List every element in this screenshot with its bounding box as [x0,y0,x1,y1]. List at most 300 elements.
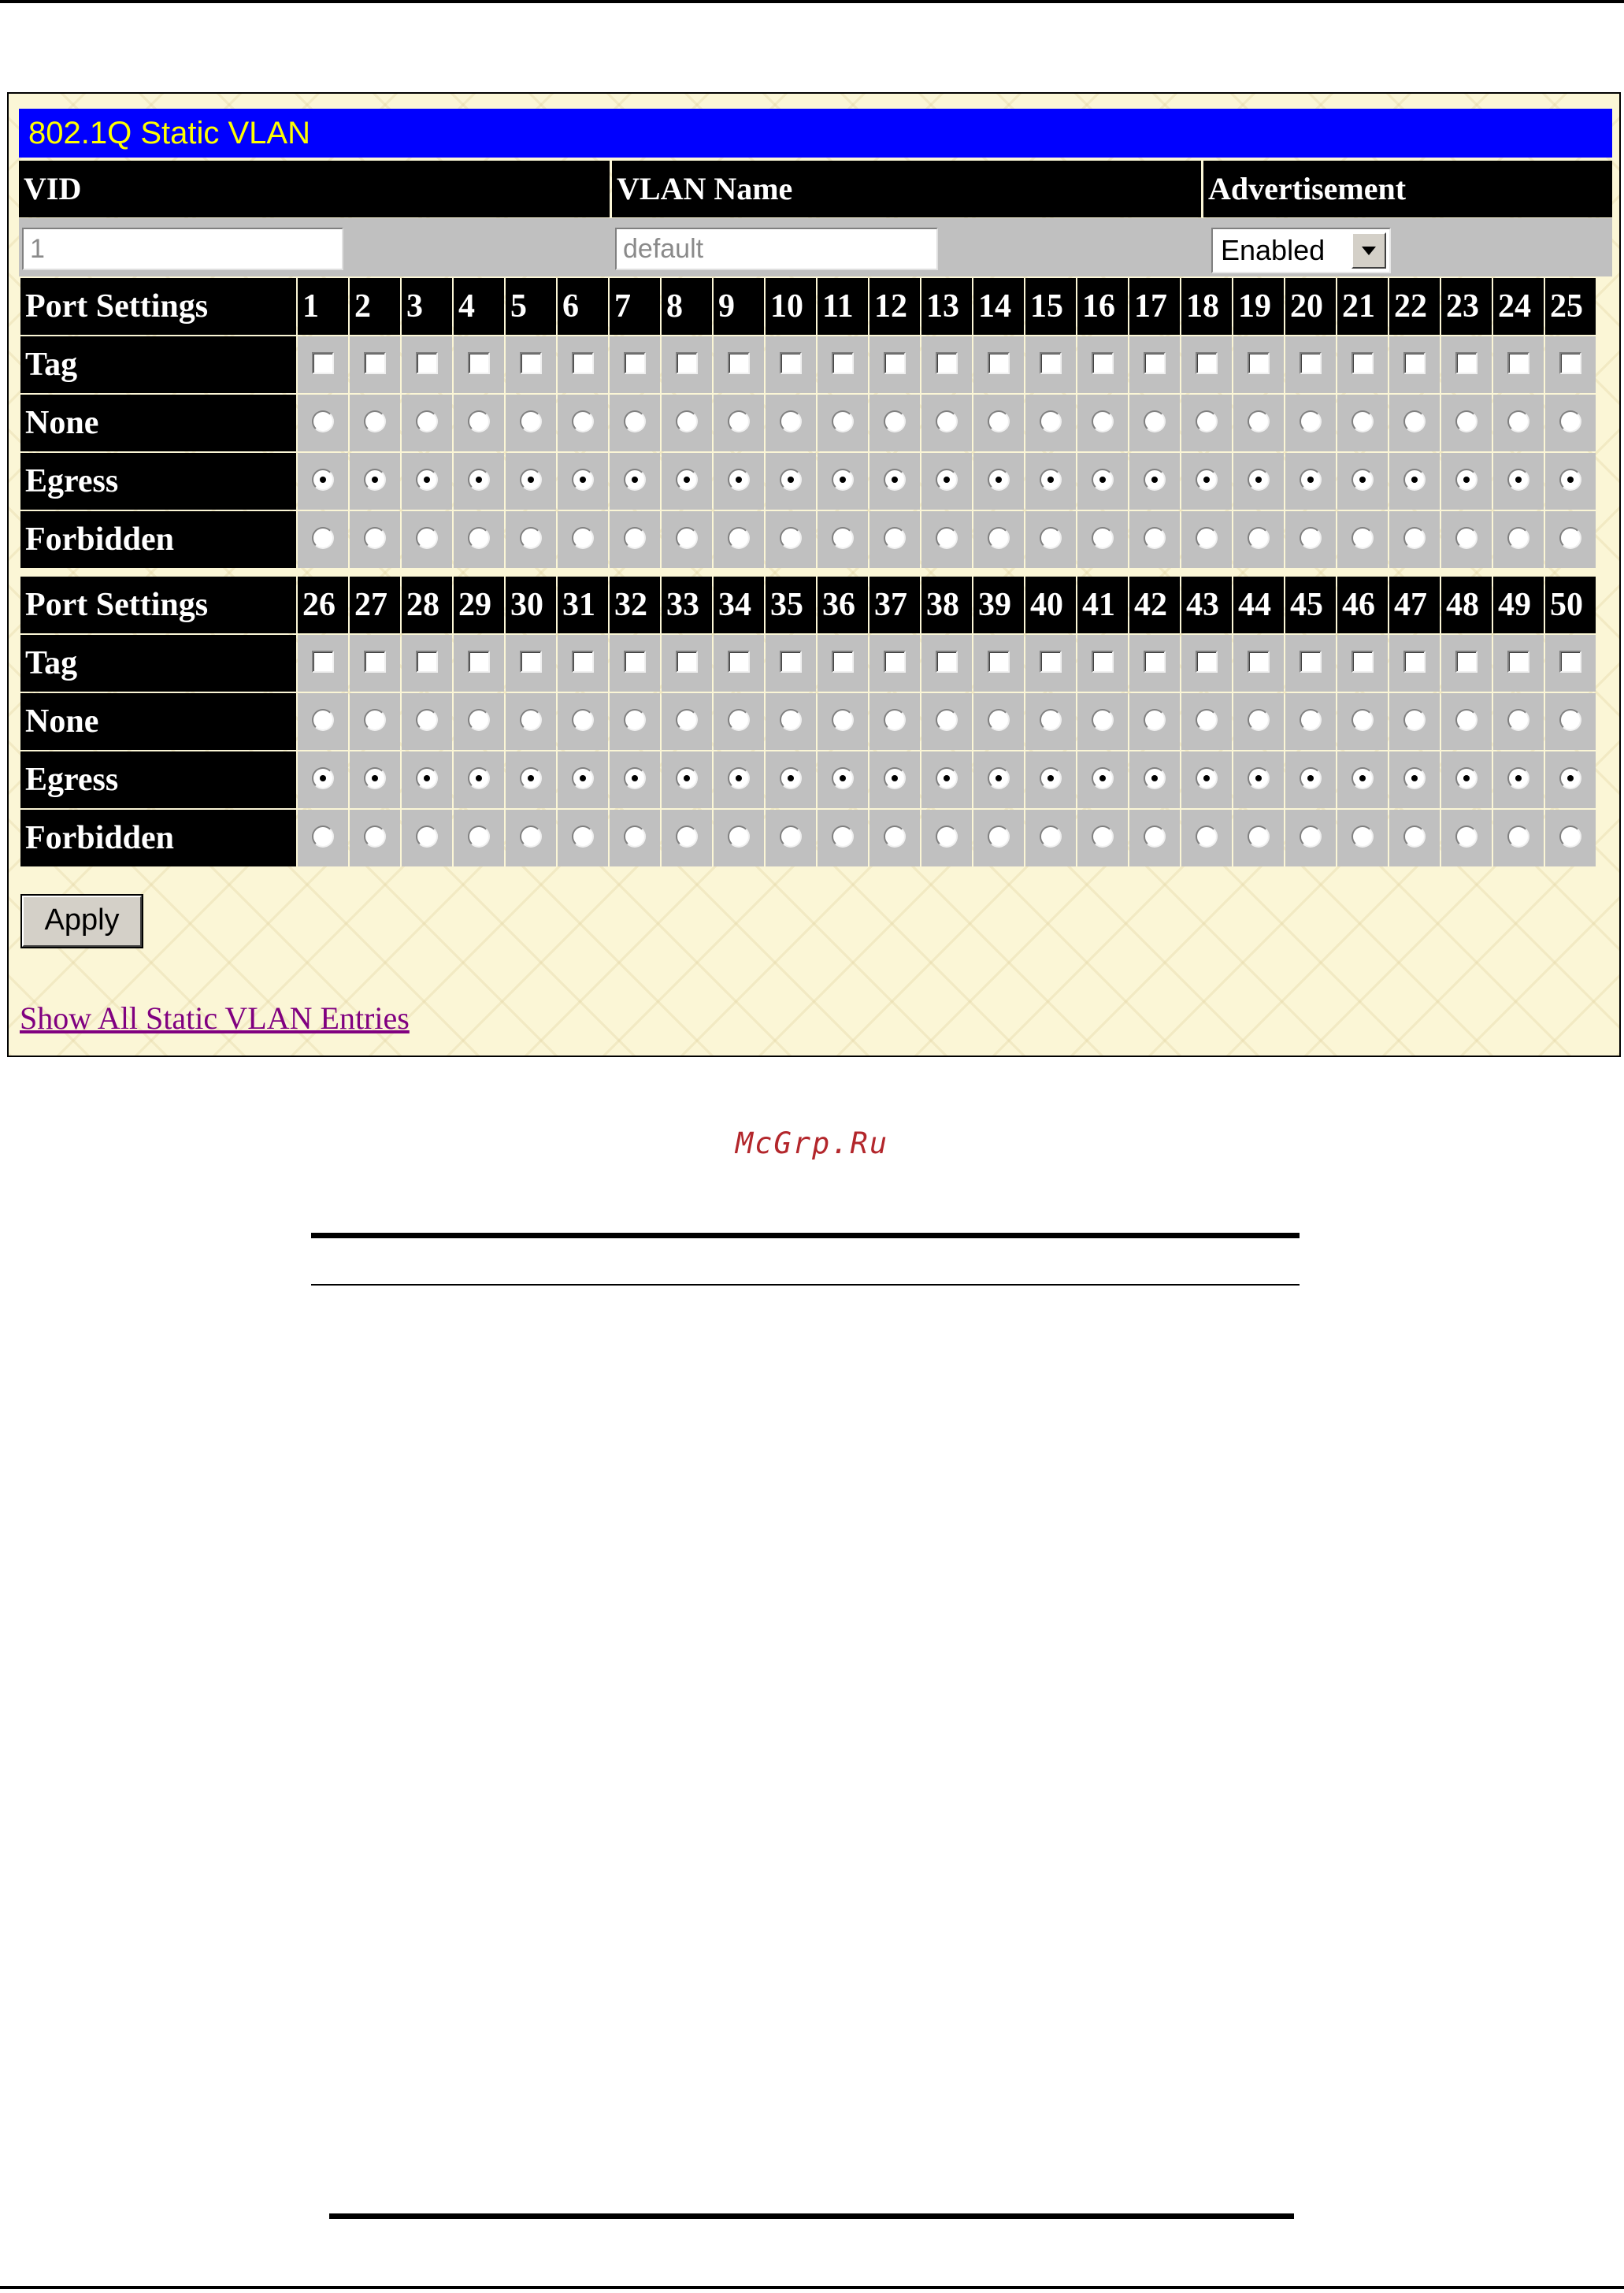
forbidden-radio[interactable] [1403,527,1426,549]
port-cell [714,395,764,451]
egress-radio[interactable] [364,469,386,491]
tag-checkbox[interactable] [1351,651,1374,673]
show-all-static-vlan-entries-link[interactable]: Show All Static VLAN Entries [20,1000,410,1036]
egress-radio[interactable] [1507,469,1529,491]
none-radio[interactable] [676,410,698,432]
egress-radio[interactable] [780,469,802,491]
tag-checkbox[interactable] [364,352,386,374]
none-radio[interactable] [1040,410,1062,432]
port-cell [766,511,816,568]
egress-radio[interactable] [1403,767,1426,789]
tag-checkbox[interactable] [780,352,802,374]
none-radio[interactable] [884,410,906,432]
port-cell [298,810,348,866]
tag-checkbox[interactable] [1300,352,1322,374]
port-row-none [20,395,1596,451]
egress-radio[interactable] [468,767,490,789]
port-cell [454,635,504,692]
forbidden-radio[interactable] [1144,826,1166,848]
none-radio[interactable] [728,410,750,432]
port-cell [1129,453,1180,510]
forbidden-radio[interactable] [1351,826,1374,848]
none-radio[interactable] [468,709,490,731]
tag-checkbox[interactable] [780,651,802,673]
vlan-name-input[interactable]: default [615,228,938,270]
port-cell [714,336,764,393]
tag-checkbox[interactable] [1403,352,1426,374]
tag-checkbox[interactable] [1092,352,1114,374]
port-cell [1025,751,1076,808]
egress-radio[interactable] [1040,767,1062,789]
port-number: 18 [1181,278,1232,335]
egress-radio[interactable] [1196,469,1218,491]
none-radio[interactable] [1144,410,1166,432]
egress-radio[interactable] [1248,469,1270,491]
port-cell [714,453,764,510]
none-radio[interactable] [832,410,854,432]
egress-radio[interactable] [312,767,334,789]
tag-checkbox[interactable] [1403,651,1426,673]
port-cell [402,511,452,568]
port-cell [1025,453,1076,510]
none-radio[interactable] [416,709,438,731]
egress-radio[interactable] [1403,469,1426,491]
none-radio[interactable] [468,410,490,432]
egress-radio[interactable] [1144,767,1166,789]
none-radio[interactable] [832,709,854,731]
tag-checkbox[interactable] [1559,651,1581,673]
none-radio[interactable] [364,709,386,731]
port-cell [714,693,764,750]
port-cell [1285,693,1336,750]
tag-checkbox[interactable] [1455,651,1478,673]
forbidden-radio[interactable] [1455,826,1478,848]
forbidden-radio[interactable] [1300,527,1322,549]
port-cell [1493,395,1544,451]
none-radio[interactable] [520,410,542,432]
none-radio[interactable] [1092,410,1114,432]
port-cell [973,693,1024,750]
tag-checkbox[interactable] [1144,352,1166,374]
none-radio[interactable] [1403,410,1426,432]
tag-checkbox[interactable] [988,352,1010,374]
tag-checkbox[interactable] [468,651,490,673]
port-cell [1077,693,1128,750]
forbidden-radio[interactable] [1092,826,1114,848]
none-radio[interactable] [1455,709,1478,731]
egress-radio[interactable] [676,767,698,789]
none-radio[interactable] [988,410,1010,432]
tag-checkbox[interactable] [676,651,698,673]
port-cell [610,810,660,866]
egress-radio[interactable] [988,469,1010,491]
port-cell [558,336,608,393]
port-number: 23 [1441,278,1492,335]
tag-checkbox[interactable] [832,352,854,374]
forbidden-radio[interactable] [676,826,698,848]
tag-checkbox[interactable] [1248,651,1270,673]
chevron-down-icon[interactable] [1351,232,1386,269]
forbidden-radio[interactable] [1403,826,1426,848]
port-cell [1389,453,1440,510]
forbidden-radio[interactable] [780,826,802,848]
forbidden-radio[interactable] [676,527,698,549]
tag-checkbox[interactable] [936,651,958,673]
forbidden-radio[interactable] [312,527,334,549]
row-label-egress: Egress [20,453,296,510]
port-cell [1493,511,1544,568]
port-cell [350,693,400,750]
port-cell [298,635,348,692]
egress-radio[interactable] [1300,767,1322,789]
vlan-input-row [19,218,1612,276]
none-radio[interactable] [1507,709,1529,731]
forbidden-radio[interactable] [364,527,386,549]
port-cell [662,511,712,568]
tag-checkbox[interactable] [572,352,594,374]
forbidden-radio[interactable] [1351,527,1374,549]
egress-radio[interactable] [1248,767,1270,789]
row-label-none: None [20,395,296,451]
port-cell [1181,810,1232,866]
egress-radio[interactable] [572,469,594,491]
none-radio[interactable] [1455,410,1478,432]
port-cell [558,453,608,510]
port-cell [766,751,816,808]
tag-checkbox[interactable] [1196,352,1218,374]
none-radio[interactable] [312,410,334,432]
tag-checkbox[interactable] [468,352,490,374]
port-cell [818,511,868,568]
forbidden-radio[interactable] [988,527,1010,549]
none-radio[interactable] [364,410,386,432]
forbidden-radio[interactable] [1040,527,1062,549]
forbidden-radio[interactable] [1248,527,1270,549]
egress-radio[interactable] [520,767,542,789]
none-radio[interactable] [988,709,1010,731]
port-number: 35 [766,577,816,633]
tag-checkbox[interactable] [1196,651,1218,673]
port-cell [558,395,608,451]
forbidden-radio[interactable] [1248,826,1270,848]
advertisement-select[interactable] [1211,228,1391,273]
port-cell [1285,336,1336,393]
row-label-forbidden: Forbidden [20,810,296,866]
port-cell [506,511,556,568]
none-radio[interactable] [624,410,646,432]
port-cell [714,810,764,866]
none-radio[interactable] [1351,410,1374,432]
port-number: 6 [558,278,608,335]
egress-radio[interactable] [1455,767,1478,789]
none-radio[interactable] [1196,410,1218,432]
port-row-none [20,693,1596,750]
port-settings-label: Port Settings [20,278,296,335]
port-cell [973,395,1024,451]
tag-checkbox[interactable] [520,352,542,374]
none-radio[interactable] [884,709,906,731]
port-number: 26 [298,577,348,633]
forbidden-radio[interactable] [520,527,542,549]
port-cell [350,751,400,808]
egress-radio[interactable] [312,469,334,491]
port-cell [921,693,972,750]
tag-checkbox[interactable] [728,352,750,374]
egress-radio[interactable] [520,469,542,491]
port-number: 9 [714,278,764,335]
divider-thick [311,1233,1300,1238]
port-cell [1337,395,1388,451]
egress-radio[interactable] [416,767,438,789]
none-radio[interactable] [728,709,750,731]
tag-checkbox[interactable] [1300,651,1322,673]
none-radio[interactable] [780,709,802,731]
egress-radio[interactable] [1351,469,1374,491]
egress-radio[interactable] [468,469,490,491]
port-cell [1233,511,1284,568]
egress-radio[interactable] [936,469,958,491]
tag-checkbox[interactable] [884,651,906,673]
egress-radio[interactable] [572,767,594,789]
port-cell [1129,693,1180,750]
none-radio[interactable] [416,410,438,432]
forbidden-radio[interactable] [936,527,958,549]
none-radio[interactable] [1351,709,1374,731]
tag-checkbox[interactable] [884,352,906,374]
tag-checkbox[interactable] [1144,651,1166,673]
port-cell [1025,511,1076,568]
divider-thin [311,1284,1300,1286]
port-cell [1077,635,1128,692]
port-number: 39 [973,577,1024,633]
port-cell [1233,453,1284,510]
forbidden-radio[interactable] [624,527,646,549]
port-cell [1285,395,1336,451]
none-radio[interactable] [1040,709,1062,731]
forbidden-radio[interactable] [1455,527,1478,549]
port-cell [298,395,348,451]
egress-radio[interactable] [780,767,802,789]
none-radio[interactable] [312,709,334,731]
egress-radio[interactable] [416,469,438,491]
tag-checkbox[interactable] [312,352,334,374]
none-radio[interactable] [1248,709,1270,731]
tag-checkbox[interactable] [624,352,646,374]
egress-radio[interactable] [936,767,958,789]
forbidden-radio[interactable] [572,527,594,549]
tag-checkbox[interactable] [572,651,594,673]
forbidden-radio[interactable] [1092,527,1114,549]
none-radio[interactable] [1403,709,1426,731]
forbidden-radio[interactable] [728,826,750,848]
tag-checkbox[interactable] [936,352,958,374]
port-cell [298,751,348,808]
egress-radio[interactable] [884,469,906,491]
port-cell [869,635,920,692]
none-radio[interactable] [936,410,958,432]
port-cell [766,810,816,866]
egress-radio[interactable] [1144,469,1166,491]
egress-radio[interactable] [728,469,750,491]
forbidden-radio[interactable] [312,826,334,848]
apply-button[interactable]: Apply [22,896,142,947]
none-radio[interactable] [1248,410,1270,432]
forbidden-radio[interactable] [416,527,438,549]
egress-radio[interactable] [1559,469,1581,491]
port-number: 17 [1129,278,1180,335]
port-cell [1233,751,1284,808]
row-label-none: None [20,693,296,750]
forbidden-radio[interactable] [1507,527,1529,549]
tag-checkbox[interactable] [1559,352,1581,374]
port-cell [454,511,504,568]
none-radio[interactable] [936,709,958,731]
tag-checkbox[interactable] [1248,352,1270,374]
vid-input[interactable]: 1 [22,228,343,270]
port-cell [973,336,1024,393]
tag-checkbox[interactable] [1351,352,1374,374]
port-cell [1129,751,1180,808]
none-radio[interactable] [1092,709,1114,731]
forbidden-radio[interactable] [780,527,802,549]
forbidden-radio[interactable] [884,826,906,848]
egress-radio[interactable] [1092,469,1114,491]
port-cell [454,751,504,808]
forbidden-radio[interactable] [936,826,958,848]
forbidden-radio[interactable] [364,826,386,848]
egress-radio[interactable] [832,469,854,491]
port-cell [1389,336,1440,393]
tag-checkbox[interactable] [728,651,750,673]
egress-radio[interactable] [832,767,854,789]
egress-radio[interactable] [1300,469,1322,491]
port-cell [869,395,920,451]
forbidden-radio[interactable] [1196,527,1218,549]
port-cell [402,395,452,451]
port-cell [350,336,400,393]
egress-radio[interactable] [676,469,698,491]
tag-checkbox[interactable] [676,352,698,374]
egress-radio[interactable] [1455,469,1478,491]
tag-checkbox[interactable] [1455,352,1478,374]
port-cell [766,693,816,750]
port-cell [1129,336,1180,393]
tag-checkbox[interactable] [1040,352,1062,374]
tag-checkbox[interactable] [1507,352,1529,374]
egress-radio[interactable] [624,767,646,789]
tag-checkbox[interactable] [312,651,334,673]
forbidden-radio[interactable] [468,527,490,549]
forbidden-radio[interactable] [832,527,854,549]
tag-checkbox[interactable] [1507,651,1529,673]
tag-checkbox[interactable] [416,352,438,374]
forbidden-radio[interactable] [572,826,594,848]
forbidden-radio[interactable] [728,527,750,549]
port-number: 12 [869,278,920,335]
forbidden-radio[interactable] [884,527,906,549]
port-cell [506,810,556,866]
none-radio[interactable] [1144,709,1166,731]
forbidden-radio[interactable] [1559,527,1581,549]
egress-radio[interactable] [1092,767,1114,789]
port-number: 16 [1077,278,1128,335]
port-header-row [20,577,1596,633]
port-cell [1337,810,1388,866]
none-radio[interactable] [1300,410,1322,432]
none-radio[interactable] [572,709,594,731]
none-radio[interactable] [1559,709,1581,731]
port-cell [610,635,660,692]
port-number: 31 [558,577,608,633]
forbidden-radio[interactable] [1196,826,1218,848]
egress-radio[interactable] [1559,767,1581,789]
none-radio[interactable] [520,709,542,731]
tag-checkbox[interactable] [1092,651,1114,673]
forbidden-radio[interactable] [988,826,1010,848]
none-radio[interactable] [1559,410,1581,432]
forbidden-radio[interactable] [416,826,438,848]
none-radio[interactable] [1300,709,1322,731]
forbidden-radio[interactable] [1507,826,1529,848]
none-radio[interactable] [572,410,594,432]
port-cell [1233,810,1284,866]
port-cell [610,511,660,568]
none-radio[interactable] [1196,709,1218,731]
none-radio[interactable] [624,709,646,731]
none-radio[interactable] [780,410,802,432]
egress-radio[interactable] [884,767,906,789]
forbidden-radio[interactable] [1300,826,1322,848]
port-cell [1233,395,1284,451]
port-number: 27 [350,577,400,633]
port-number: 19 [1233,278,1284,335]
egress-radio[interactable] [728,767,750,789]
forbidden-radio[interactable] [1144,527,1166,549]
egress-radio[interactable] [988,767,1010,789]
tag-checkbox[interactable] [624,651,646,673]
tag-checkbox[interactable] [988,651,1010,673]
tag-checkbox[interactable] [832,651,854,673]
tag-checkbox[interactable] [520,651,542,673]
port-cell [1129,810,1180,866]
egress-radio[interactable] [364,767,386,789]
port-number: 15 [1025,278,1076,335]
port-settings-table-2 [19,575,1597,868]
port-number: 7 [610,278,660,335]
egress-radio[interactable] [624,469,646,491]
forbidden-radio[interactable] [624,826,646,848]
forbidden-radio[interactable] [1040,826,1062,848]
egress-radio[interactable] [1196,767,1218,789]
tag-checkbox[interactable] [1040,651,1062,673]
port-cell [1025,635,1076,692]
egress-radio[interactable] [1351,767,1374,789]
port-number: 8 [662,278,712,335]
tag-checkbox[interactable] [364,651,386,673]
port-cell [1233,693,1284,750]
forbidden-radio[interactable] [1559,826,1581,848]
forbidden-radio[interactable] [520,826,542,848]
port-cell [766,635,816,692]
forbidden-radio[interactable] [832,826,854,848]
tag-checkbox[interactable] [416,651,438,673]
forbidden-radio[interactable] [468,826,490,848]
none-radio[interactable] [1507,410,1529,432]
none-radio[interactable] [676,709,698,731]
egress-radio[interactable] [1507,767,1529,789]
port-cell [1545,395,1596,451]
egress-radio[interactable] [1040,469,1062,491]
